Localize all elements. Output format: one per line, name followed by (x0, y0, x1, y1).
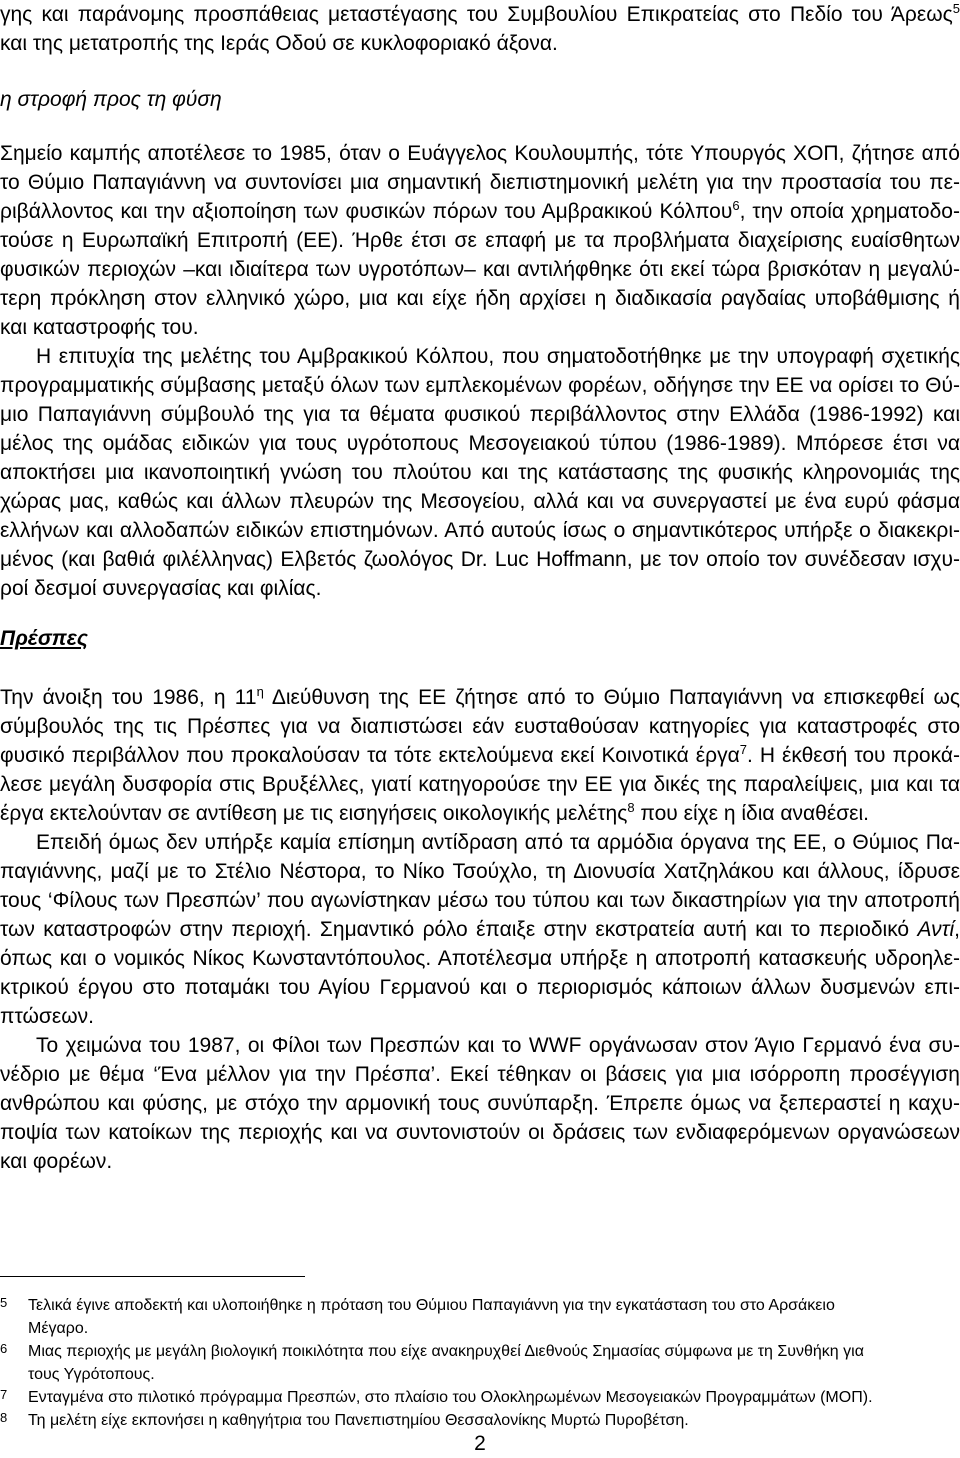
paragraph-line: και καταστροφής του. (0, 316, 199, 339)
paragraph-line: Η επιτυχία της μελέτης του Αμβρακικού Κόλπου, που σηματοδοτήθηκε με την υπογραφή σχετικής (36, 345, 960, 368)
paragraph-line: το Θύμιο Παπαγιάννη να συντονίσει μια σημαντική διεπιστημονική μελέτη για την προστασία του πε- (0, 171, 960, 194)
paragraph-line: όπως και ο νομικός Νίκος Κωνσταντόπουλος. Αποτέλεσμα υπήρξε η αποτροπή κατασκευής υδροηλε- (0, 947, 960, 970)
paragraph-line: και της μετατροπής της Ιεράς Οδού σε κυκλοφοριακό άξονα. (0, 32, 558, 55)
paragraph-line: πτώσεων. (0, 1005, 94, 1028)
page-number: 2 (474, 1432, 486, 1455)
footnote-number: 6 (0, 1341, 8, 1356)
paragraph-line: παγιάννης, μαζί με το Στέλιο Νέστορα, το Νίκο Τσούχλο, τη Διονυσία Χατζηλάκου και άλλους, ίδρυσε (0, 860, 960, 883)
paragraph-line: χώρας μας, καθώς και άλλων πλευρών της Μεσογείου, αλλά και να συνεργαστεί με ένα ευρύ φάσμα (0, 490, 960, 513)
periodical-title: Αντί (917, 918, 955, 941)
footnote (0, 1340, 960, 1363)
footnote-continuation (0, 1363, 960, 1386)
paragraph-line: τούσε η Ευρωπαϊκή Επιτροπή (ΕΕ). Ήρθε έτσι σε επαφή με τα προβλήματα διαχείρισης ευαίσθητων (0, 229, 960, 252)
paragraph-line: φυσικό περιβάλλον που προκαλούσαν τα τότε εκτελούμενα εκεί Κοινοτικά έργα$^7$. Η έκθεσή του προκά- (0, 742, 960, 767)
footnote (0, 1409, 960, 1432)
footnote-ref: 5 (952, 1, 960, 16)
paragraph-line: αποκτήσει μια ικανοποιητική γνώση του πλούτου και της κατάστασης της φυσικής κληρονομιάς της (0, 461, 960, 484)
paragraph-line: ριβάλλοντος και την αξιοποίηση των φυσικών πόρων του Αμβρακικού Κόλπου$^6$, την οποία χρηματοδο- (0, 198, 960, 223)
paragraph-line: ανθρώπου και φύσης, με στόχο την αρμονική τους συνύπαρξη. Έπρεπε όμως να ξεπεραστεί η καχυ- (0, 1092, 960, 1115)
paragraph-line: Την άνοιξη του 1986, η $11^\eta$ Διεύθυνση της ΕΕ ζήτησε από το Θύμιο Παπαγιάννη να επισκεφθεί ως (0, 684, 960, 709)
footnote-text: Μέγαρο. (28, 1320, 89, 1337)
paragraph-line: ελλήνων και αλλοδαπών ειδικών επιστημόνων. Από αυτούς ίσως ο σημαντικότερος υπήρξε ο διακεκρι- (0, 519, 960, 542)
footnote-text: τους Υγρότοπους. (28, 1366, 155, 1383)
footnote-number: 5 (0, 1295, 8, 1310)
paragraph-line: μέλος της ομάδας ειδικών για τους υγρότοπους Μεσογειακού τύπου (1986-1989). Μπόρεσε έτσι να (0, 432, 960, 455)
footnote-text: Μιας περιοχής με μεγάλη βιολογική ποικιλότητα που είχε ανακηρυχθεί Διεθνούς Σημασίας σύμφωνα με τη Συνθήκη για (28, 1343, 864, 1360)
footnote-ref: 6 (732, 198, 740, 213)
paragraph-line: Το χειμώνα του 1987, οι Φίλοι των Πρεσπών και το WWF οργάνωσαν στον Άγιο Γερμανό ένα συ- (36, 1034, 960, 1057)
footnote-number: 8 (0, 1410, 8, 1425)
paragraph-line: λεσε μεγάλη δυσφορία στις Βρυξέλλες, γιατί κατηγορούσε την ΕΕ για δικές της παραλείψεις, μια και τα (0, 773, 960, 796)
paragraph-line: Επειδή όμως δεν υπήρξε καμία επίσημη αντίδραση από τα αρμόδια όργανα της ΕΕ, ο Θύμιος Πα- (36, 831, 960, 854)
paragraph-line: νέδριο με θέμα ‘Ένα μέλλον για την Πρέσπα’. Εκεί τέθηκαν οι βάσεις για μια ισόρροπη προσέγγιση (0, 1063, 960, 1086)
paragraph-line: τερη πρόκληση στον ελληνικό χώρο, μια και είχε ήδη αρχίσει η διαδικασία ραγδαίας υποβάθμισης ή (0, 287, 960, 310)
paragraph-line: ποψία των κατοίκων της περιοχής και να συντονιστούν οι δράσεις των ενδιαφερόμενων οργανώσεων (0, 1121, 960, 1144)
paragraph-line: μιο Παπαγιάννη σύμβουλό της για τα θέματα φυσικού περιβάλλοντος στην Ελλάδα (1986-1992) και (0, 403, 960, 426)
paragraph-line: τους ‘Φίλους των Πρεσπών’ που αγωνίστηκαν μέσω του τύπου και των δικαστηρίων για την αποτροπή (0, 889, 960, 912)
footnote-text: Τελικά έγινε αποδεκτή και υλοποιήθηκε η πρόταση του Θύμιου Παπαγιάννη για την εγκατάσταση του στο Αρσάκειο (28, 1297, 835, 1314)
footnote-text: Τη μελέτη είχε εκπονήσει η καθηγήτρια του Πανεπιστημίου Θεσσαλονίκης Μυρτώ Πυροβέτση. (28, 1412, 689, 1429)
paragraph-line: και φορέων. (0, 1150, 113, 1173)
paragraph-line: έργα εκτελούνταν σε αντίθεση με τις εισηγήσεις οικολογικής μελέτης$^8$ που είχε η ίδια αναθέσει. (0, 800, 870, 825)
paragraph-line: ροί δεσμοί συνεργασίας και φιλίας. (0, 577, 322, 600)
section-heading: η στροφή προς τη φύση (0, 88, 222, 111)
footnote-ref: 8 (627, 800, 635, 815)
section-heading: Πρέσπες (0, 627, 88, 650)
paragraph-line: προγραμματικής σύμβασης μεταξύ όλων των εμπλεκομένων φορέων, οδήγησε την ΕΕ να ορίσει το Θύ- (0, 374, 960, 397)
paragraph-line: σύμβουλός της τις Πρέσπες για να διαπιστώσει εάν ευσταθούσαν κατηγορίες για καταστροφές στο (0, 715, 960, 738)
paragraph-line: γης και παράνομης προσπάθειας μεταστέγασης του Συμβουλίου Επικρατείας στο Πεδίο του Άρεως$^5$ (0, 1, 960, 26)
paragraph-line: φυσικών περιοχών –και ιδιαίτερα των υγροτόπων– και αντιλήφθηκε ότι εκεί τώρα βρισκόταν η μεγαλύ- (0, 258, 960, 281)
paragraph-line: Σημείο καμπής αποτέλεσε το 1985, όταν ο Ευάγγελος Κουλουμπής, τότε Υπουργός ΧΟΠ, ζήτησε από (0, 142, 960, 165)
footnote-continuation (0, 1317, 960, 1340)
paragraph-line: των καταστροφών στην περιοχή. Σημαντικό ρόλο έπαιξε στην εκστρατεία αυτή και το περιοδικό Αντί, (0, 918, 960, 941)
paragraph-line: μένος (και βαθιά φιλέλληνας) Ελβετός ζωολόγος Dr. Luc Hoffmann, με τον οποίο τον συνέδεσαν ισχυ- (0, 548, 960, 571)
footnote-number: 7 (0, 1387, 8, 1402)
footnote (0, 1386, 960, 1409)
footnote-separator (0, 1276, 305, 1277)
footnote-ref: 7 (739, 742, 747, 757)
paragraph-line: κτρικού έργου στο ποταμάκι του Αγίου Γερμανού και ο περιορισμός κάποιων άλλων δυσμενών επι- (0, 976, 960, 999)
footnote (0, 1294, 960, 1317)
footnote-text: Ενταγμένα στο πιλοτικό πρόγραμμα Πρεσπών, στο πλαίσιο του Ολοκληρωμένων Μεσογειακών Προγραμμάτων (ΜΟΠ). (28, 1389, 873, 1406)
ordinal-suffix: η (256, 684, 264, 699)
